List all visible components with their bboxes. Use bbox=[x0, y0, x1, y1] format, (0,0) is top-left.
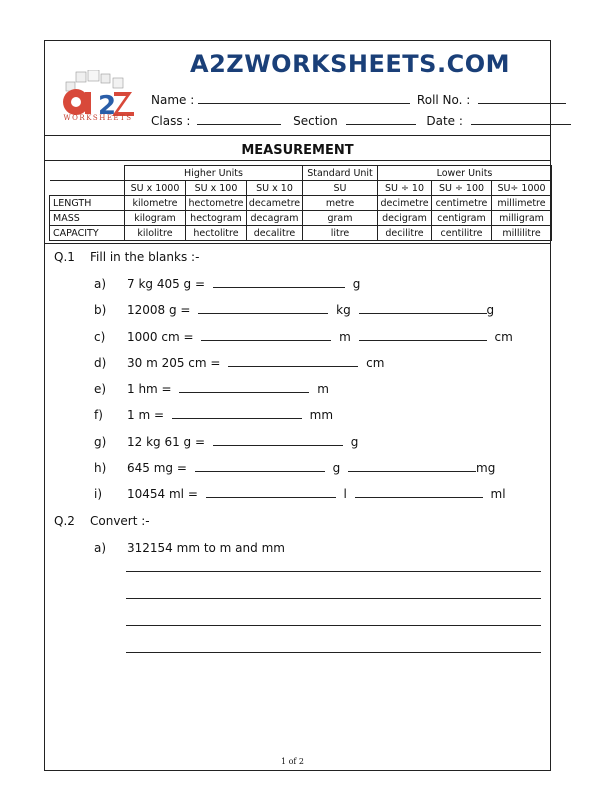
table-cell: hectometre bbox=[186, 196, 247, 211]
q1a-unit: g bbox=[352, 277, 361, 291]
title-divider bbox=[44, 160, 551, 161]
q2a-answer-line-4[interactable] bbox=[126, 652, 541, 653]
q1h-letter: h) bbox=[94, 461, 107, 475]
q1e-blank[interactable] bbox=[179, 382, 309, 393]
q1b-unit-2: g bbox=[486, 303, 495, 317]
q1c-unit-2: cm bbox=[494, 330, 513, 344]
q2a-answer-line-1[interactable] bbox=[126, 571, 541, 572]
sub-header-cell: SU ÷ 10 bbox=[378, 181, 432, 196]
q1i-blank-1[interactable] bbox=[206, 487, 336, 498]
sub-header-row bbox=[50, 181, 552, 196]
q1h-prefix: 645 mg = bbox=[127, 461, 187, 475]
table-cell: centigram bbox=[432, 211, 492, 226]
table-cell: gram bbox=[303, 211, 378, 226]
units-table bbox=[49, 165, 552, 241]
group-header-row bbox=[50, 166, 552, 181]
q1b-blank-2[interactable] bbox=[359, 303, 487, 314]
sub-header-cell: SU x 100 bbox=[186, 181, 247, 196]
higher-units-header: Higher Units bbox=[125, 166, 303, 181]
q2-number: Q.2 bbox=[54, 514, 75, 528]
q1h-question bbox=[127, 461, 495, 475]
q1i-blank-2[interactable] bbox=[355, 487, 483, 498]
q1b-question bbox=[127, 303, 494, 317]
q1-number: Q.1 bbox=[54, 250, 75, 264]
date-field[interactable] bbox=[471, 114, 571, 125]
q2a-answer-line-2[interactable] bbox=[126, 598, 541, 599]
q1f-letter: f) bbox=[94, 408, 103, 422]
q1g-prefix: 12 kg 61 g = bbox=[127, 435, 206, 449]
table-cell: decilitre bbox=[378, 226, 432, 241]
q2a-answer-line-3[interactable] bbox=[126, 625, 541, 626]
q1a-blank[interactable] bbox=[213, 277, 345, 288]
q1b-prefix: 12008 g = bbox=[127, 303, 191, 317]
q1a-prefix: 7 kg 405 g = bbox=[127, 277, 206, 291]
table-cell: decigram bbox=[378, 211, 432, 226]
q1h-unit-2: mg bbox=[476, 461, 496, 475]
q1e-unit: m bbox=[317, 382, 329, 396]
row-label-capacity: CAPACITY bbox=[50, 226, 125, 241]
section-field[interactable] bbox=[346, 114, 416, 125]
standard-unit-header: Standard Unit bbox=[303, 166, 378, 181]
table-row bbox=[50, 196, 552, 211]
table-cell: decametre bbox=[247, 196, 303, 211]
table-cell: centilitre bbox=[432, 226, 492, 241]
table-cell: kilolitre bbox=[125, 226, 186, 241]
table-row bbox=[50, 226, 552, 241]
q1i-unit-1: l bbox=[343, 487, 347, 501]
table-cell: decagram bbox=[247, 211, 303, 226]
q1g-question bbox=[127, 435, 358, 449]
table-cell: decalitre bbox=[247, 226, 303, 241]
blank-label-cell bbox=[50, 181, 125, 196]
q1g-letter: g) bbox=[94, 435, 107, 449]
q1g-unit: g bbox=[350, 435, 359, 449]
class-field[interactable] bbox=[197, 114, 281, 125]
q1e-prefix: 1 hm = bbox=[127, 382, 172, 396]
q1i-question bbox=[127, 487, 506, 501]
q1f-unit: mm bbox=[309, 408, 334, 422]
table-cell: millilitre bbox=[492, 226, 552, 241]
q1b-unit-1: kg bbox=[336, 303, 351, 317]
q1c-letter: c) bbox=[94, 330, 106, 344]
q1g-blank[interactable] bbox=[213, 435, 343, 446]
table-cell: metre bbox=[303, 196, 378, 211]
name-field[interactable] bbox=[198, 93, 410, 104]
q1c-blank-2[interactable] bbox=[359, 330, 487, 341]
q1f-prefix: 1 m = bbox=[127, 408, 165, 422]
svg-text:2: 2 bbox=[98, 91, 117, 121]
header-divider bbox=[44, 135, 551, 136]
name-label: Name : bbox=[151, 93, 195, 107]
table-cell: hectogram bbox=[186, 211, 247, 226]
q1d-unit: cm bbox=[366, 356, 385, 370]
sub-header-cell: SU bbox=[303, 181, 378, 196]
q1d-question bbox=[127, 356, 384, 370]
sub-header-cell: SU x 1000 bbox=[125, 181, 186, 196]
table-row bbox=[50, 211, 552, 226]
q1h-unit-1: g bbox=[332, 461, 341, 475]
page-number: 1 of 2 bbox=[280, 757, 305, 766]
q1c-question bbox=[127, 330, 513, 344]
lower-units-header: Lower Units bbox=[378, 166, 552, 181]
table-cell: milligram bbox=[492, 211, 552, 226]
row-label-mass: MASS bbox=[50, 211, 125, 226]
table-bottom-divider bbox=[44, 243, 551, 244]
roll-label: Roll No. : bbox=[416, 93, 471, 107]
q1f-question bbox=[127, 408, 333, 422]
q1b-blank-1[interactable] bbox=[198, 303, 328, 314]
q1d-blank[interactable] bbox=[228, 356, 358, 367]
q1i-prefix: 10454 ml = bbox=[127, 487, 198, 501]
q2a-letter: a) bbox=[94, 541, 107, 555]
table-cell: hectolitre bbox=[186, 226, 247, 241]
q1b-letter: b) bbox=[94, 303, 107, 317]
q1h-blank-2[interactable] bbox=[348, 461, 476, 472]
date-label: Date : bbox=[426, 114, 463, 128]
q1f-blank[interactable] bbox=[172, 408, 302, 419]
table-cell: litre bbox=[303, 226, 378, 241]
q1c-blank-1[interactable] bbox=[201, 330, 331, 341]
q1-instruction: Fill in the blanks :- bbox=[90, 250, 200, 264]
q1i-letter: i) bbox=[94, 487, 103, 501]
class-section-date-row bbox=[151, 114, 571, 128]
worksheet-title: MEASUREMENT bbox=[241, 143, 354, 158]
table-cell: kilogram bbox=[125, 211, 186, 226]
logo-caption: WORKSHEETS bbox=[63, 114, 133, 122]
q2-instruction: Convert :- bbox=[90, 514, 150, 528]
q1i-unit-2: ml bbox=[490, 487, 506, 501]
q1c-unit-1: m bbox=[339, 330, 351, 344]
q1e-letter: e) bbox=[94, 382, 107, 396]
q1a-question bbox=[127, 277, 360, 291]
table-cell: centimetre bbox=[432, 196, 492, 211]
q1h-blank-1[interactable] bbox=[195, 461, 325, 472]
table-cell: kilometre bbox=[125, 196, 186, 211]
sub-header-cell: SU÷ 1000 bbox=[492, 181, 552, 196]
sub-header-cell: SU x 10 bbox=[247, 181, 303, 196]
site-title: A2ZWORKSHEETS.COM bbox=[190, 50, 510, 78]
blank-corner-cell bbox=[50, 166, 125, 181]
roll-field[interactable] bbox=[478, 93, 566, 104]
q2a-question: 312154 mm to m and mm bbox=[127, 541, 285, 555]
row-label-length: LENGTH bbox=[50, 196, 125, 211]
section-label: Section bbox=[293, 114, 338, 128]
sub-header-cell: SU ÷ 100 bbox=[432, 181, 492, 196]
class-label: Class : bbox=[151, 114, 191, 128]
table-cell: millimetre bbox=[492, 196, 552, 211]
q1d-prefix: 30 m 205 cm = bbox=[127, 356, 221, 370]
q1a-letter: a) bbox=[94, 277, 107, 291]
q1c-prefix: 1000 cm = bbox=[127, 330, 194, 344]
name-roll-row bbox=[151, 93, 566, 107]
q1e-question bbox=[127, 382, 329, 396]
table-cell: decimetre bbox=[378, 196, 432, 211]
q1d-letter: d) bbox=[94, 356, 107, 370]
